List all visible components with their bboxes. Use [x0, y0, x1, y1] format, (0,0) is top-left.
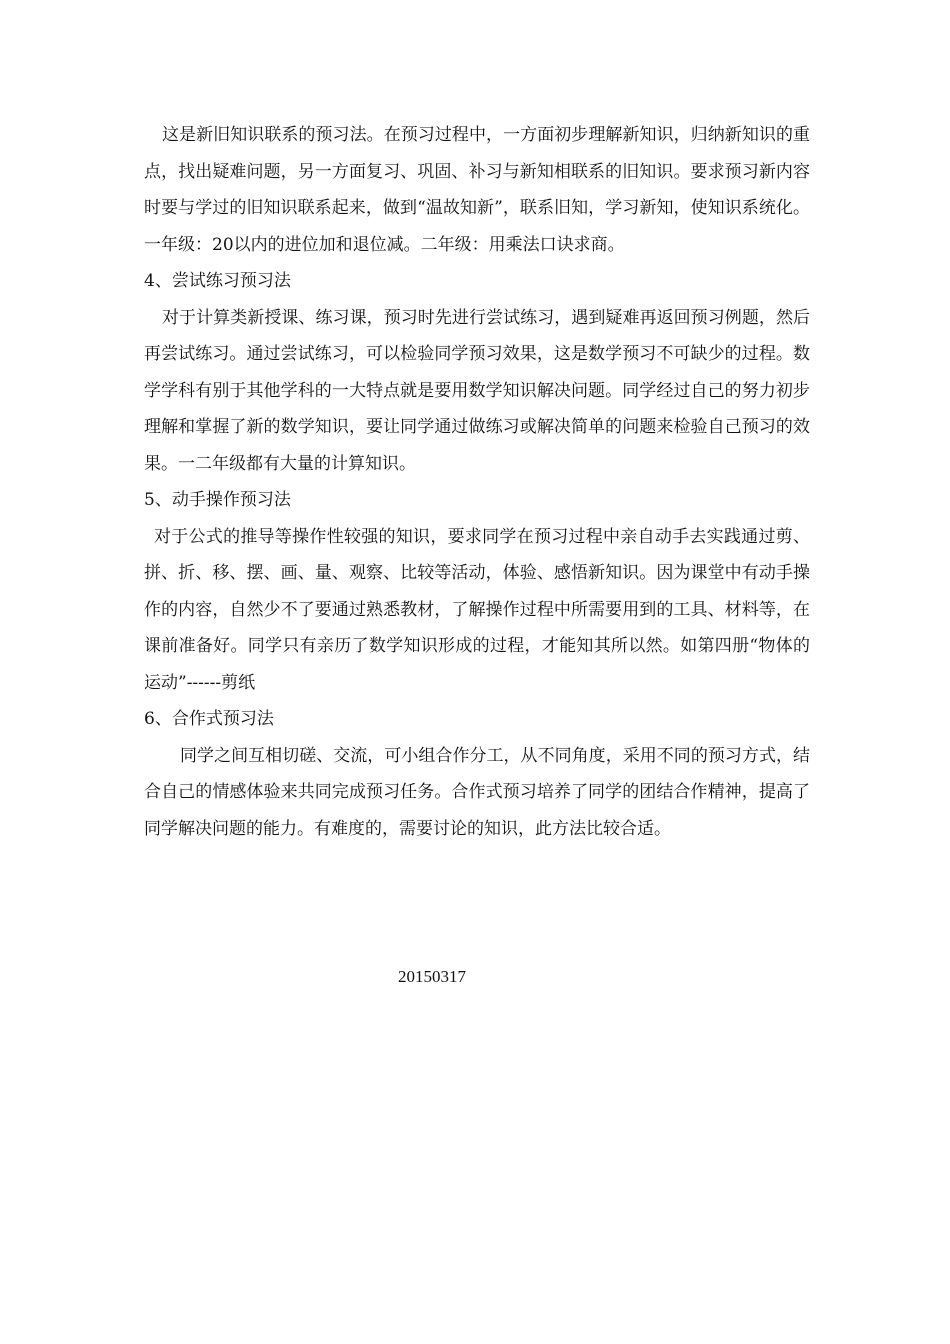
paragraph-cooperative: 同学之间互相切磋、交流，可小组合作分工，从不同角度，采用不同的预习方式，结合自己的情感体验来共同完成预习任务。合作式预习培养了同学的团结合作精神，提高了同学解决问题的能力。有难度的，需要讨论的知识，此方法比较合适。 [144, 745, 810, 839]
heading-cooperative: 6、合作式预习法 [144, 709, 274, 729]
heading-trial-practice: 4、尝试练习预习法 [144, 271, 291, 291]
heading-hands-on: 5、动手操作预习法 [144, 490, 291, 510]
paragraph-hands-on: 对于公式的推导等操作性较强的知识，要求同学在预习过程中亲自动手去实践通过剪、拼、折、移、摆、画、量、观察、比较等活动，体验、感悟新知识。因为课堂中有动手操作的内容，自然少不了要通过熟悉教材，了解操作过程中所需要用到的工具、材料等，在课前准备好。同学只有亲历了数学知识形成的过程，才能知其所以然。如第四册“物体的运动”------剪纸 [144, 526, 810, 693]
paragraph-old-new-knowledge: 这是新旧知识联系的预习法。在预习过程中，一方面初步理解新知识，归纳新知识的重点，找出疑难问题，另一方面复习、巩固、补习与新知相联系的旧知识。要求预习新内容时要与学过的旧知识联系起来，做到“温故知新”，联系旧知，学习新知，使知识系统化。一年级：20以内的进位加和退位减。二年级：用乘法口诀求商。 [144, 125, 810, 255]
document-date: 20150317 [398, 967, 466, 986]
paragraph-trial-practice: 对于计算类新授课、练习课，预习时先进行尝试练习，遇到疑难再返回预习例题，然后再尝试练习。通过尝试练习，可以检验同学预习效果，这是数学预习不可缺少的过程。数学学科有别于其他学科的一大特点就是要用数学知识解决问题。同学经过自己的努力初步理解和掌握了新的数学知识，要让同学通过做练习或解决简单的问题来检验自己预习的效果。一二年级都有大量的计算知识。 [144, 307, 810, 474]
document-body [144, 117, 810, 847]
